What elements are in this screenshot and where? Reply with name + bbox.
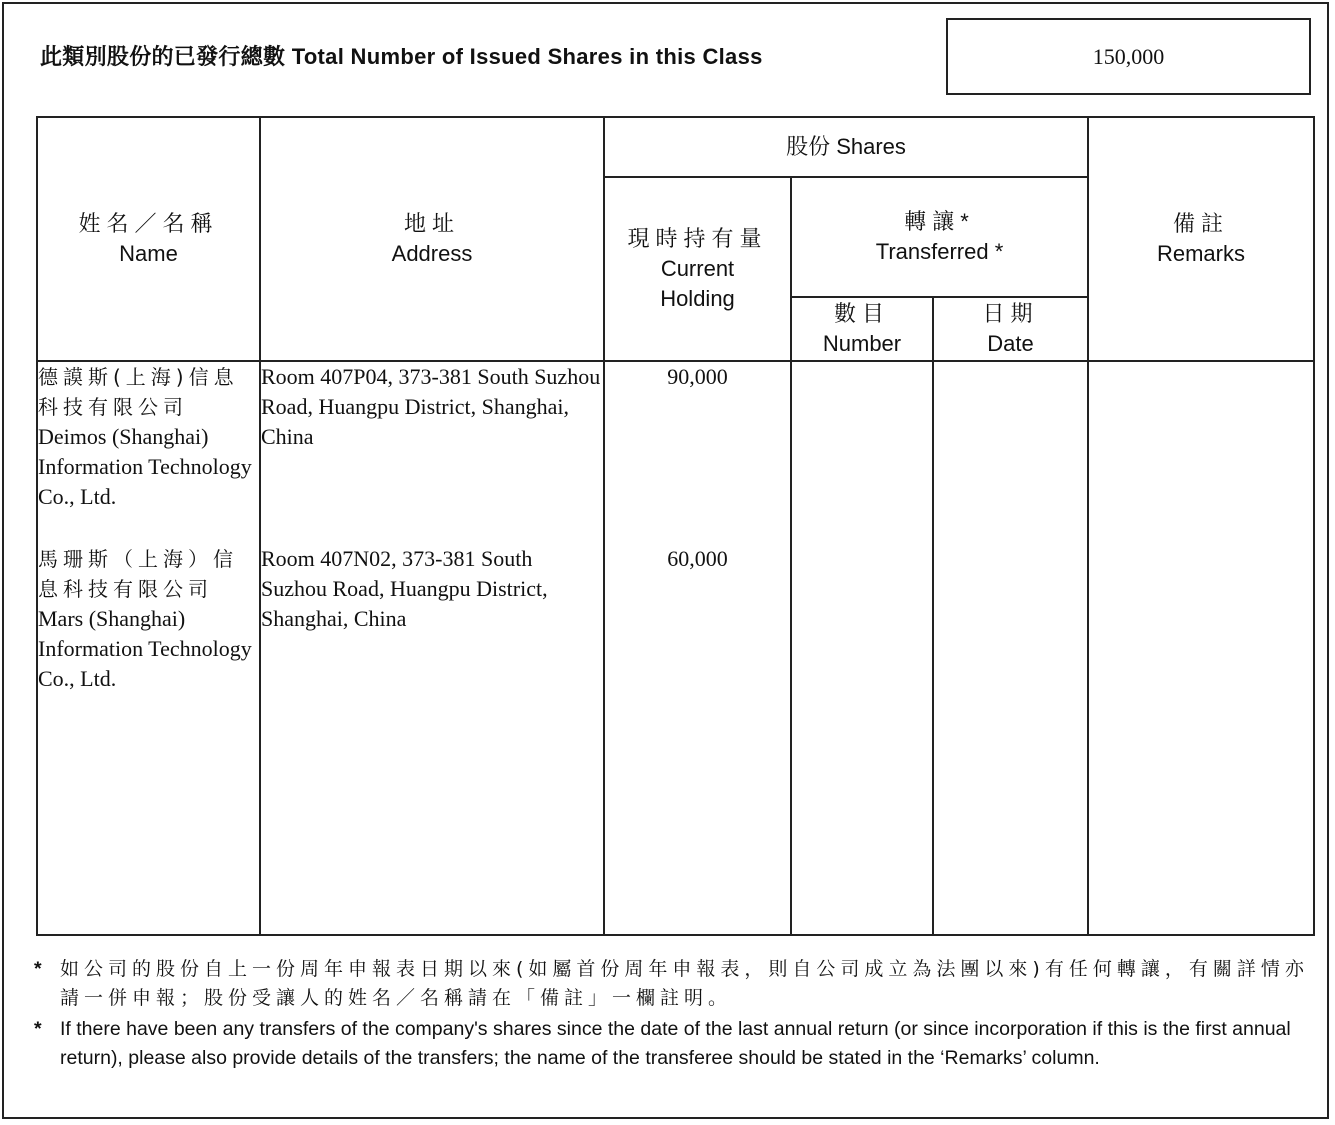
- date-column-header: [933, 297, 1088, 361]
- current-holding-cell: [604, 361, 791, 935]
- footnote-asterisk: *: [34, 1018, 42, 1040]
- shareholder-address-cell: [260, 361, 604, 935]
- transferred-header-zh: 轉讓*: [904, 209, 975, 234]
- current-holding-header: [604, 177, 791, 361]
- transferred-header-en: Transferred *: [875, 239, 1004, 264]
- shareholder-name-en: Mars (Shanghai) Information Technology Co., Ltd.: [38, 606, 252, 691]
- total-issued-shares-value: 150,000: [946, 18, 1311, 95]
- name-column-header: [37, 117, 260, 361]
- footnote-english: [34, 1015, 1309, 1073]
- shareholder-name-cell: [37, 361, 260, 935]
- remarks-header-zh: 備註: [1172, 211, 1229, 236]
- shareholder-table: [36, 116, 1315, 936]
- shares-group-header: 股份 Shares: [604, 117, 1088, 177]
- number-column-header: [791, 297, 933, 361]
- footnote-chinese-text: 如公司的股份自上一份周年申報表日期以來(如屬首份周年申報表，則自公司成立為法團以來)有任何轉讓，有關詳情亦請一併申報；股份受讓人的姓名／名稱請在「備註」一欄註明。: [60, 958, 1309, 1009]
- current-holding-header-en-2: Holding: [660, 286, 735, 311]
- remarks-column-header: [1088, 117, 1314, 361]
- address-header-en: Address: [391, 241, 473, 266]
- number-header-en: Number: [822, 331, 902, 356]
- address-column-header: [260, 117, 604, 361]
- date-header-en: Date: [987, 331, 1034, 356]
- shareholder-name-en: Deimos (Shanghai) Information Technology Co., Ltd.: [38, 424, 252, 509]
- transferred-header: [791, 177, 1088, 297]
- date-header-zh: 日期: [982, 301, 1039, 326]
- current-holding-value: 60,000: [667, 546, 728, 571]
- transferred-number-cell: [791, 361, 933, 935]
- name-header-en: Name: [119, 241, 178, 266]
- number-header-zh: 數目: [833, 301, 890, 326]
- transferred-date-cell: [933, 361, 1088, 935]
- footnote-asterisk: *: [34, 958, 42, 980]
- shareholder-name-zh: 馬珊斯（上海）信息科技有限公司: [38, 547, 238, 601]
- name-header-zh: 姓名／名稱: [78, 211, 219, 236]
- shareholder-name-zh: 德謨斯(上海)信息科技有限公司: [38, 365, 239, 419]
- footnote-english-text: If there have been any transfers of the company's shares since the date of the last annual return (or since incorporation if this is the first annual return), please also provide details of the transfers; the name of the transferee should be stated in the ‘Remarks’ column.: [60, 1018, 1291, 1069]
- current-holding-header-en-1: Current: [660, 256, 735, 281]
- table-row: [37, 361, 1314, 935]
- remarks-cell: [1088, 361, 1314, 935]
- footnote-chinese: [34, 955, 1309, 1013]
- shareholder-entry-1: [38, 362, 259, 544]
- shareholder-entry-2: [38, 544, 259, 726]
- shareholder-address: Room 407N02, 373-381 South Suzhou Road, Huangpu District, Shanghai, China: [261, 546, 548, 631]
- shareholder-address: Room 407P04, 373-381 South Suzhou Road, Huangpu District, Shanghai, China: [261, 364, 601, 449]
- total-issued-shares-label: 此類別股份的已發行總數 Total Number of Issued Shares in this Class: [40, 44, 763, 69]
- address-header-zh: 地址: [403, 211, 460, 236]
- current-holding-value: 90,000: [667, 364, 728, 389]
- current-holding-header-zh: 現時持有量: [627, 226, 768, 251]
- remarks-header-en: Remarks: [1156, 241, 1245, 266]
